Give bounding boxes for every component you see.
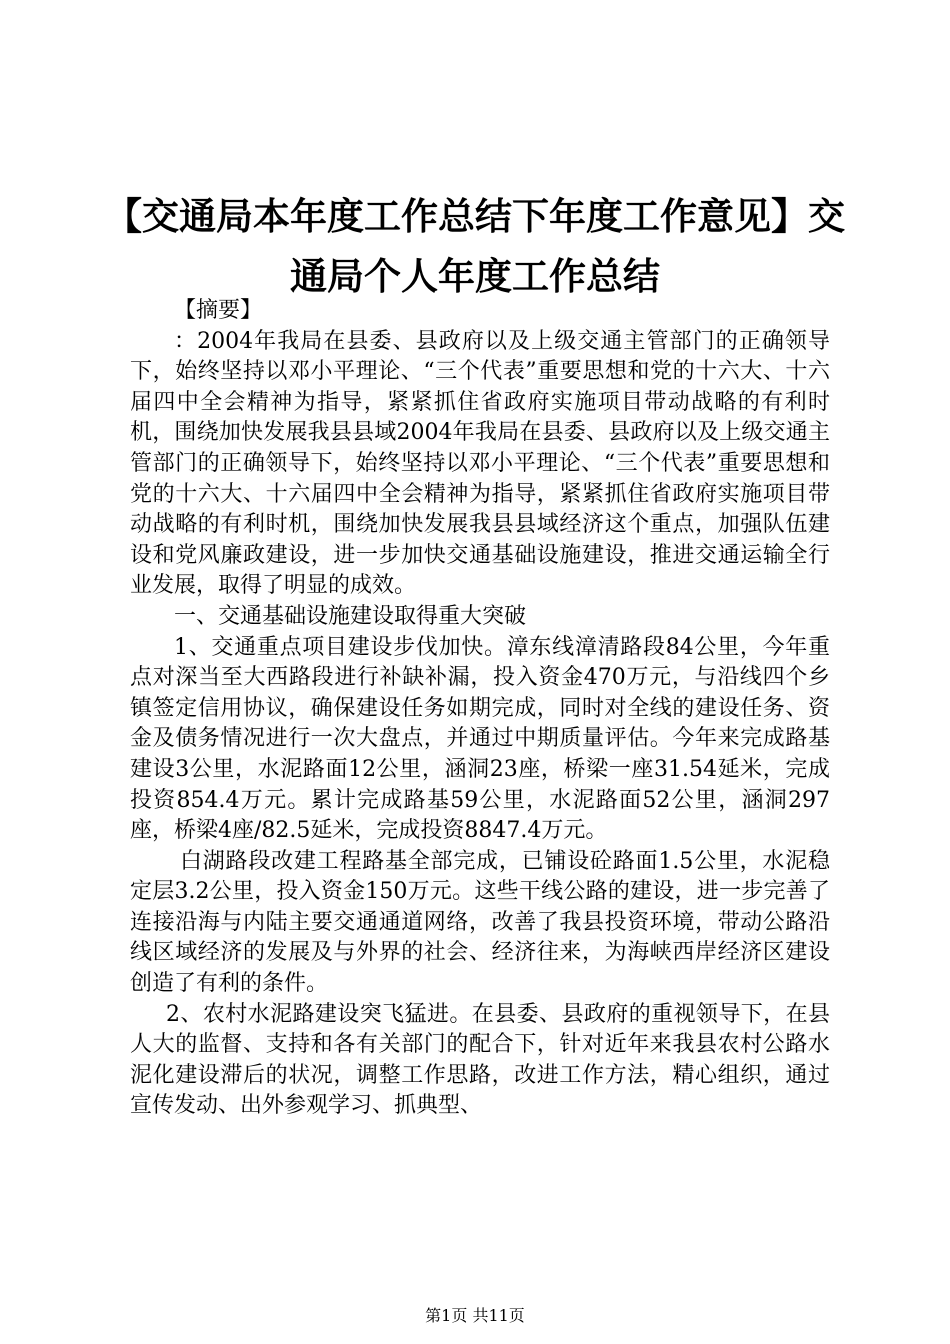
body-paragraph: 白湖路段改建工程路基全部完成，已铺设砼路面1.5公里，水泥稳定层3.2公里，投入资金150万元。这些干线公路的建设，进一步完善了连接沿海与内陆主要交通通道网络，改善了我县投资环境，带动公路沿线区域经济的发展及与外界的社会、经济往来，为海峡西岸经济区建设创造了有利的条件。: [130, 848, 830, 997]
body-paragraph: 2、农村水泥路建设突飞猛进。在县委、县政府的重视领导下，在县人大的监督、支持和各有关部门的配合下，针对近年来我县农村公路水泥化建设滞后的状况，调整工作思路，改进工作方法，精心组织，通过宣传发动、出外参观学习、抓典型、: [130, 1001, 830, 1119]
section-heading: 一、交通基础设施建设取得重大突破: [174, 603, 527, 629]
page-number-footer: 第1页 共11页: [425, 1306, 525, 1325]
document-title-line-2: 通局个人年度工作总结: [290, 254, 660, 298]
document-body: [130, 296, 830, 1122]
document-title-line-1: 【交通局本年度工作总结下年度工作意见】交: [105, 194, 845, 238]
body-paragraph: 1、交通重点项目建设步伐加快。漳东线漳清路段84公里，今年重点对深当至大西路段进行补缺补漏，投入资金470万元，与沿线四个乡镇签定信用协议，确保建设任务如期完成，同时对全线的建设任务、资金及债务情况进行一次大盘点，并通过中期质量评估。今年来完成路基建设3公里，水泥路面12公里，涵洞23座，桥梁一座31.54延米，完成投资854.4万元。累计完成路基59公里，水泥路面52公里，涵洞297座，桥梁4座/82.5延米，完成投资8847.4万元。: [130, 634, 830, 844]
abstract-paragraph: ：2004年我局在县委、县政府以及上级交通主管部门的正确领导下，始终坚持以邓小平理论、“三个代表”重要思想和党的十六大、十六届四中全会精神为指导，紧紧抓住省政府实施项目带动战略的有利时机，围绕加快发展我县县域2004年我局在县委、县政府以及上级交通主管部门的正确领导下，始终坚持以邓小平理论、“三个代表”重要思想和党的十六大、十六届四中全会精神为指导，紧紧抓住省政府实施项目带动战略的有利时机，围绕加快发展我县县域经济这个重点，加强队伍建设和党风廉政建设，进一步加快交通基础设施建设，推进交通运输全行业发展，取得了明显的成效。: [130, 328, 830, 599]
abstract-label: 【摘要】: [174, 298, 263, 323]
